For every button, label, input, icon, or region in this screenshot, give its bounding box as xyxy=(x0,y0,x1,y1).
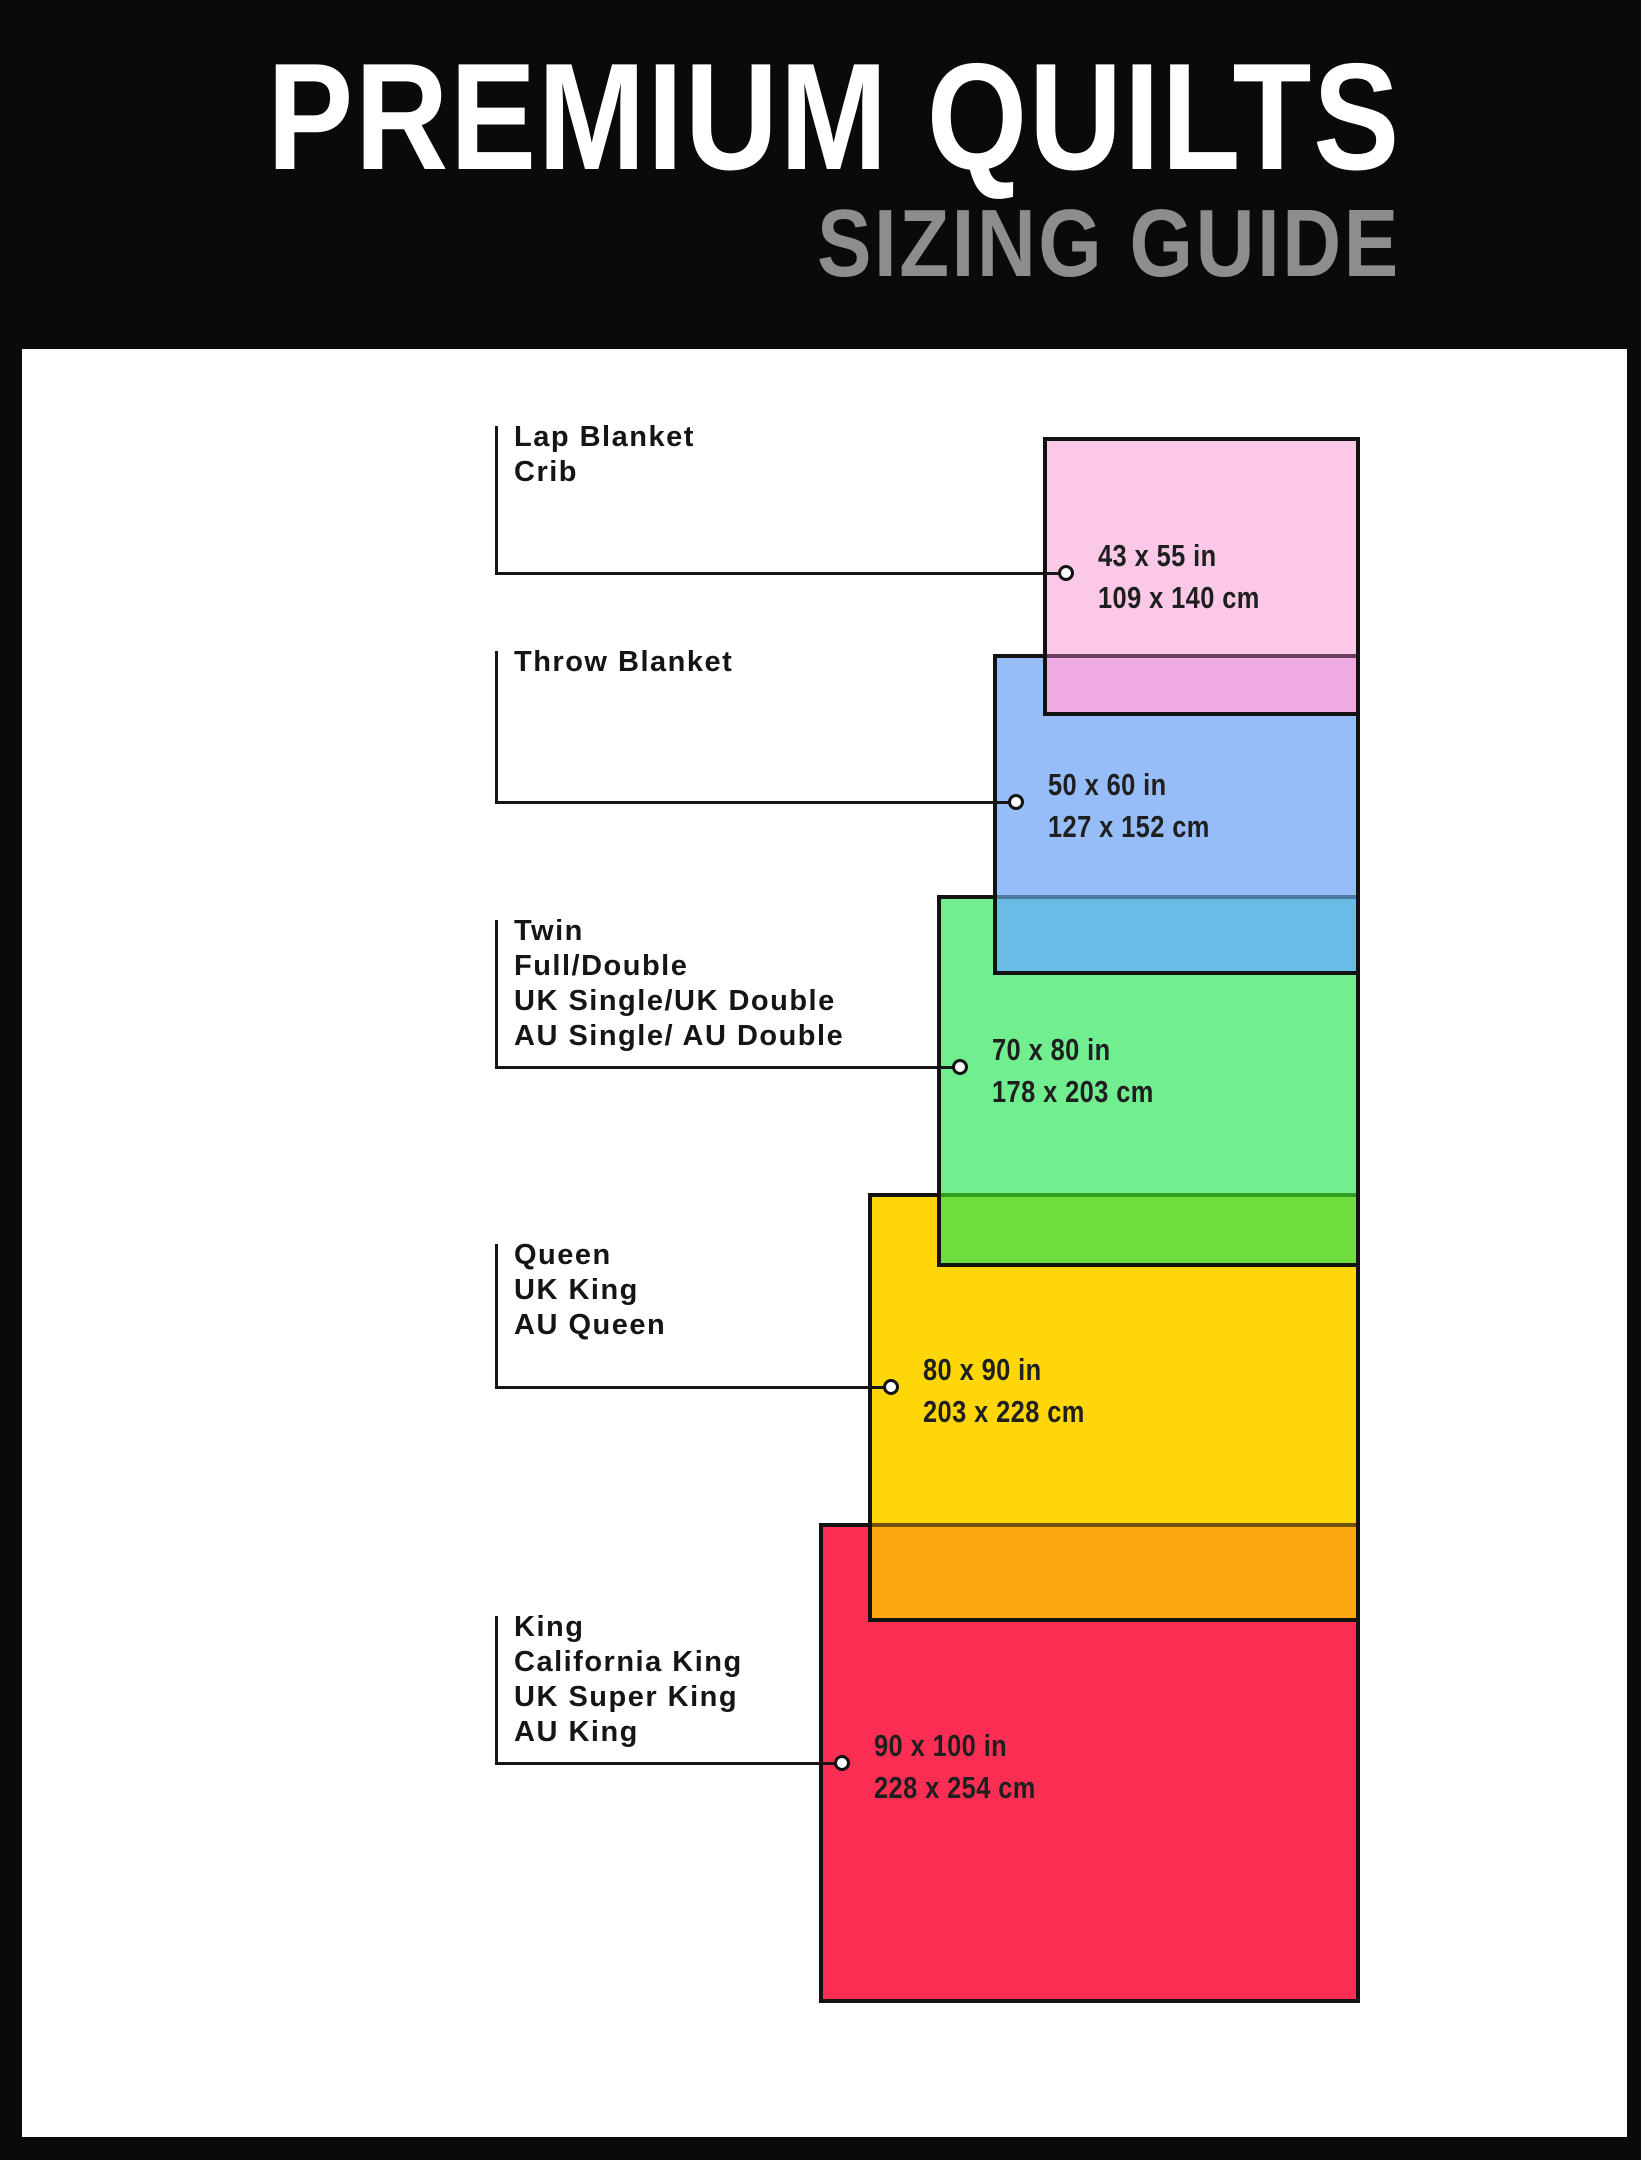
size-label-line: UK King xyxy=(514,1274,639,1306)
size-label-line: California King xyxy=(514,1646,743,1678)
size-label-line: Crib xyxy=(514,456,578,488)
size-label-throw xyxy=(514,645,733,680)
label-tick-lap xyxy=(495,426,498,575)
connector-dot-king xyxy=(834,1755,850,1771)
overlap-strip-throw xyxy=(997,895,1356,971)
size-label-line: Full/Double xyxy=(514,950,689,982)
dimension-text-throw xyxy=(1048,764,1210,848)
overlap-strip-twin xyxy=(941,1193,1356,1263)
dimension-inches: 80 x 90 in xyxy=(923,1352,1042,1387)
size-label-line: Queen xyxy=(514,1239,612,1271)
size-label-line: Throw Blanket xyxy=(514,646,734,678)
size-label-line: AU King xyxy=(514,1716,639,1748)
size-label-lap xyxy=(514,420,695,490)
size-label-line: Lap Blanket xyxy=(514,421,695,453)
leader-line-throw xyxy=(495,801,1016,804)
page-subtitle: SIZING GUIDE xyxy=(817,190,1401,297)
size-label-king xyxy=(514,1610,743,1750)
dimension-cm: 109 x 140 cm xyxy=(1098,580,1260,615)
dimension-inches: 90 x 100 in xyxy=(874,1728,1008,1763)
overlap-strip-queen xyxy=(872,1523,1356,1618)
dimension-cm: 203 x 228 cm xyxy=(923,1394,1085,1429)
label-tick-twin xyxy=(495,920,498,1069)
dimension-text-twin xyxy=(992,1029,1154,1113)
connector-dot-lap xyxy=(1058,565,1074,581)
overlap-strip-lap xyxy=(1047,654,1356,712)
label-tick-queen xyxy=(495,1244,498,1389)
leader-line-queen xyxy=(495,1386,891,1389)
size-label-line: UK Super King xyxy=(514,1681,739,1713)
size-label-line: King xyxy=(514,1611,585,1643)
dimension-cm: 127 x 152 cm xyxy=(1048,809,1210,844)
dimension-cm: 228 x 254 cm xyxy=(874,1770,1036,1805)
dimension-text-king xyxy=(874,1725,1036,1809)
connector-dot-queen xyxy=(883,1379,899,1395)
dimension-inches: 43 x 55 in xyxy=(1098,538,1217,573)
leader-line-lap xyxy=(495,572,1066,575)
page-title: PREMIUM QUILTS xyxy=(267,32,1401,202)
dimension-cm: 178 x 203 cm xyxy=(992,1074,1154,1109)
size-label-queen xyxy=(514,1238,666,1343)
dimension-inches: 70 x 80 in xyxy=(992,1032,1111,1067)
connector-dot-throw xyxy=(1008,794,1024,810)
size-label-twin xyxy=(514,914,844,1054)
dimension-inches: 50 x 60 in xyxy=(1048,767,1167,802)
size-label-line: UK Single/UK Double xyxy=(514,985,836,1017)
dimension-text-lap xyxy=(1098,535,1260,619)
connector-dot-twin xyxy=(952,1059,968,1075)
size-label-line: AU Queen xyxy=(514,1309,667,1341)
leader-line-king xyxy=(495,1762,842,1765)
label-tick-throw xyxy=(495,651,498,804)
size-label-line: Twin xyxy=(514,915,584,947)
label-tick-king xyxy=(495,1616,498,1765)
leader-line-twin xyxy=(495,1066,960,1069)
size-label-line: AU Single/ AU Double xyxy=(514,1020,845,1052)
dimension-text-queen xyxy=(923,1349,1085,1433)
